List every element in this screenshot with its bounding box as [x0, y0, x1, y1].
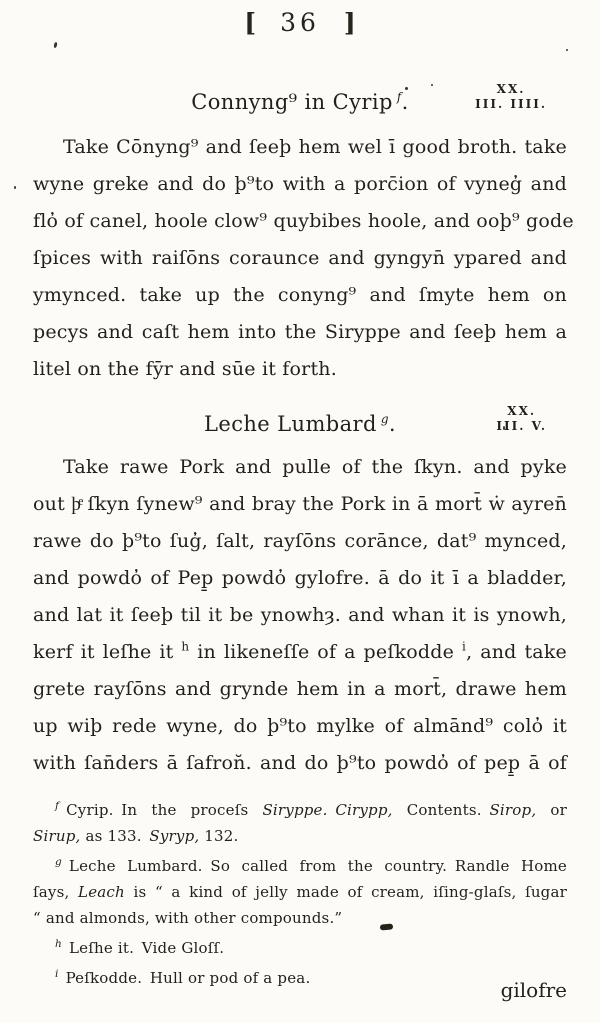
- footnote-marker: f: [55, 800, 60, 812]
- recipe-title-period: .: [388, 412, 396, 436]
- recipe-numeral-top: XX.: [507, 404, 537, 418]
- recipe-title-text: Leche Lumbard: [204, 412, 377, 436]
- recipe-paragraph: [33, 449, 567, 782]
- folio-bracket-open: [: [244, 8, 257, 37]
- footnote-line: [33, 931, 567, 961]
- text-line: kerf it leſhe it $^h$ in likeneſſe of a peſkodde $^i$, and take: [33, 639, 567, 663]
- text-line: out þͤ ſkyn ſynew⁹ and bray the Pork in ā mort̄ ẇ ayren̄: [33, 493, 567, 515]
- footnote-text: Sirup, as 133. Syryp, 132.: [33, 827, 239, 845]
- recipe-numerals: [496, 404, 547, 434]
- recipe-numeral-top: XX.: [496, 82, 526, 96]
- recipe-heading-row: [33, 84, 567, 128]
- footnotes-block: [33, 793, 567, 991]
- footnote-marker: i: [55, 968, 59, 980]
- text-line: and lat it ſeeþ til it be ynowhȝ. and whan it is ynowh,: [33, 604, 567, 626]
- text-line: and powdo̓ of Pep̱ powdo̓ gylofre. ā do it ī a bladder,: [33, 567, 567, 589]
- text-line: ſpices with raiſōns coraunce and gyngyn̄ ypared and: [33, 247, 567, 269]
- footnote-text: Cyrip. In the proceſs Siryppe. Cirypp, Contents. Sirop, or: [66, 801, 567, 819]
- ink-speckle: [53, 42, 57, 49]
- footnote-text: Peſkodde. Hull or pod of a pea.: [65, 969, 311, 987]
- text-line: flo̓ of canel, hoole clow⁹ quybibes hoole, and ooþ⁹ gode: [33, 210, 574, 232]
- ink-speckle: [566, 49, 568, 51]
- catchword: gilofre: [500, 978, 567, 1002]
- footnote-text: Leche Lumbard. So called from the country. Randle Home: [68, 857, 567, 875]
- footnote-text: “ and almonds, with other compounds.”: [33, 909, 343, 927]
- text-line: rawe do þ⁹to ſug̓, ſalt, rayſōns corānce, dat⁹ mynced,: [33, 530, 567, 552]
- footnote-marker: g: [55, 856, 62, 868]
- footnote-marker: h: [55, 938, 62, 950]
- footnote-line: [33, 961, 567, 991]
- footnote-line: [33, 793, 567, 823]
- text-line: with ſan̄ders ā ſafron̆. and do þ⁹to powdo̓ of pep̱ ā of: [33, 752, 567, 774]
- footnote-line: [33, 879, 567, 905]
- text-line: grete rayſōns and grynde hem in a mort̄, drawe hem: [33, 678, 567, 700]
- recipe-title-period: .: [401, 90, 409, 114]
- recipe-title-text: Connyng⁹ in Cyrip: [191, 90, 393, 114]
- recipe-paragraph: [33, 129, 574, 388]
- recipe-numeral-bottom: III. IIII.: [475, 97, 547, 111]
- recipe-title: [33, 412, 567, 436]
- folio-page-number: 36: [280, 8, 320, 37]
- footnote-text: ſays, Leach is “ a kind of jelly made of cream, iſing-glaſs, ſugar: [33, 883, 567, 901]
- footnote-line: [33, 905, 567, 931]
- recipe-numerals: [475, 82, 547, 112]
- recipe-numeral-bottom: III. V.: [496, 419, 547, 433]
- footnote-line: [33, 823, 567, 849]
- text-line: ymynced. take up the conyng⁹ and ſmyte hem on: [33, 284, 567, 306]
- footnote-line: [33, 849, 567, 879]
- text-line: wyne greke and do þ⁹to with a porc̄ion of vyneg̓ and: [33, 173, 567, 195]
- folio-bracket-close: ]: [343, 8, 356, 37]
- text-line: litel on the fȳr and sūe it forth.: [33, 358, 337, 380]
- text-line: Take Cōnyng⁹ and ſeeþ hem wel ī good broth. take: [63, 136, 567, 158]
- text-line: Take rawe Pork and pulle of the ſkyn. and pyke: [63, 456, 567, 478]
- recipe-heading-row: [33, 406, 567, 450]
- text-line: pecys and caſt hem into the Siryppe and ſeeþ hem a: [33, 321, 567, 343]
- recipe-title-footnote-marker: g: [380, 412, 389, 426]
- folio-header: [0, 8, 600, 37]
- recipe-title-footnote-marker: f: [396, 90, 402, 104]
- ink-speckle: [14, 186, 16, 189]
- text-line: up wiþ rede wyne, do þ⁹to mylke of almānd⁹ colo̓ it: [33, 715, 567, 737]
- footnote-text: Leſhe it. Vide Gloſſ.: [68, 939, 225, 957]
